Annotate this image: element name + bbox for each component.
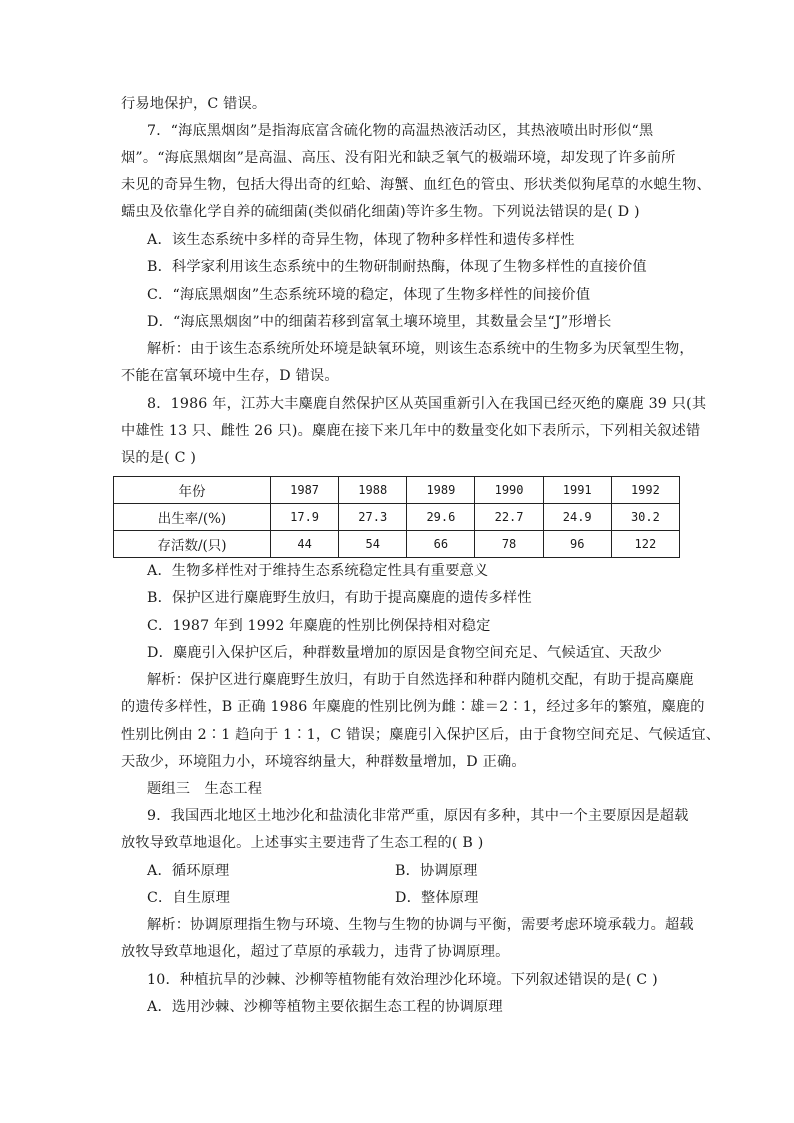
- table-cell: 1990: [475, 477, 543, 504]
- table-cell: 1992: [611, 477, 679, 504]
- question-8-option-a: A．生物多样性对于维持生态系统稳定性具有重要意义: [147, 563, 489, 579]
- table-cell: 17.9: [271, 504, 339, 531]
- question-7-text: 未见的奇异生物，包括大得出奇的红蛤、海蟹、血红色的管虫、形状类似狗尾草的水螅生物、: [121, 177, 711, 193]
- section-heading: 题组三 生态工程: [147, 781, 263, 797]
- question-7-text: 7．“海底黑烟囱”是指海底富含硫化物的高温热液活动区，其热液喷出时形似“黑: [147, 123, 654, 139]
- table-row: [114, 477, 680, 504]
- table-cell: 年份: [114, 477, 271, 504]
- table-cell: 出生率/(%): [114, 504, 271, 531]
- table-cell: 54: [339, 531, 407, 558]
- table-cell: 1991: [543, 477, 611, 504]
- question-8-option-c: C．1987 年到 1992 年麋鹿的性别比例保持相对稳定: [147, 618, 491, 634]
- question-7-option-c: C．“海底黑烟囱”生态系统环境的稳定，体现了生物多样性的间接价值: [147, 287, 591, 303]
- table-cell: 44: [271, 531, 339, 558]
- text-line: 行易地保护，C 错误。: [121, 96, 267, 112]
- table-row: [114, 504, 680, 531]
- question-10-option-a: A．选用沙棘、沙柳等植物主要依据生态工程的协调原理: [147, 999, 503, 1015]
- question-9-option-b: B．协调原理: [395, 863, 478, 879]
- question-7-text: 蠕虫及依靠化学自养的硫细菌(类似硝化细菌)等许多生物。下列说法错误的是( D ): [121, 204, 640, 220]
- question-8-explanation: 天敌少，环境阻力小，环境容纳量大，种群数量增加，D 正确。: [121, 754, 526, 770]
- question-8-text: 8．1986 年，江苏大丰麋鹿自然保护区从英国重新引入在我国已经灭绝的麋鹿 39 只(其: [147, 396, 707, 412]
- table-cell: 96: [543, 531, 611, 558]
- table-cell: 1989: [407, 477, 475, 504]
- table-cell: 78: [475, 531, 543, 558]
- question-8-explanation: 解析：保护区进行麋鹿野生放归，有助于自然选择和种群内随机交配，有助于提高麋鹿: [147, 672, 694, 688]
- table-cell: 1988: [339, 477, 407, 504]
- question-8-option-d: D．麋鹿引入保护区后，种群数量增加的原因是食物空间充足、气候适宜、天敌少: [147, 645, 663, 661]
- table-cell: 27.3: [339, 504, 407, 531]
- question-8-option-b: B．保护区进行麋鹿野生放归，有助于提高麋鹿的遗传多样性: [147, 590, 532, 606]
- question-7-text: 烟”。“海底黑烟囱”是高温、高压、没有阳光和缺乏氧气的极端环境，却发现了许多前所: [121, 150, 676, 166]
- question-9-explanation: 解析：协调原理指生物与环境、生物与生物的协调与平衡，需要考虑环境承载力。超载: [147, 917, 694, 933]
- question-8-text: 中雄性 13 只、雌性 26 只)。麋鹿在接下来几年中的数量变化如下表所示，下列相关叙述错: [121, 423, 701, 439]
- question-9-text: 9．我国西北地区土地沙化和盐渍化非常严重，原因有多种，其中一个主要原因是超载: [147, 808, 689, 824]
- table-cell: 22.7: [475, 504, 543, 531]
- question-7-option-b: B．科学家利用该生态系统中的生物研制耐热酶，体现了生物多样性的直接价值: [147, 259, 647, 275]
- question-9-option-c: C．自生原理: [147, 890, 230, 906]
- table-cell: 存活数/(只): [114, 531, 271, 558]
- elk-population-table: [113, 476, 680, 558]
- table-cell: 30.2: [611, 504, 679, 531]
- question-9-explanation: 放牧导致草地退化，超过了草原的承载力，违背了协调原理。: [121, 944, 510, 960]
- question-9-option-a: A．循环原理: [147, 863, 230, 879]
- question-8-explanation: 性别比例由 2∶1 趋向于 1∶1，C 错误；麋鹿引入保护区后，由于食物空间充足、气候适宜、: [121, 727, 721, 743]
- question-7-explanation: 解析：由于该生态系统所处环境是缺氧环境，则该生态系统中的生物多为厌氧型生物，: [147, 341, 694, 357]
- question-7-option-d: D．“海底黑烟囱”中的细菌若移到富氧土壤环境里，其数量会呈“J”形增长: [147, 314, 612, 330]
- table-cell: 29.6: [407, 504, 475, 531]
- table-cell: 66: [407, 531, 475, 558]
- table-cell: 24.9: [543, 504, 611, 531]
- question-8-text: 误的是( C ): [121, 450, 197, 466]
- question-7-explanation: 不能在富氧环境中生存，D 错误。: [121, 368, 339, 384]
- question-8-explanation: 的遗传多样性，B 正确 1986 年麋鹿的性别比例为雌∶雄＝2∶1，经过多年的繁殖，麋鹿的: [121, 699, 705, 715]
- table-cell: 1987: [271, 477, 339, 504]
- question-7-option-a: A．该生态系统中多样的奇异生物，体现了物种多样性和遗传多样性: [147, 232, 575, 248]
- question-9-option-d: D．整体原理: [395, 890, 479, 906]
- question-10-text: 10．种植抗旱的沙棘、沙柳等植物能有效治理沙化环境。下列叙述错误的是( C ): [147, 972, 658, 988]
- table-row: [114, 531, 680, 558]
- table-cell: 122: [611, 531, 679, 558]
- question-9-text: 放牧导致草地退化。上述事实主要违背了生态工程的( B ): [121, 835, 484, 851]
